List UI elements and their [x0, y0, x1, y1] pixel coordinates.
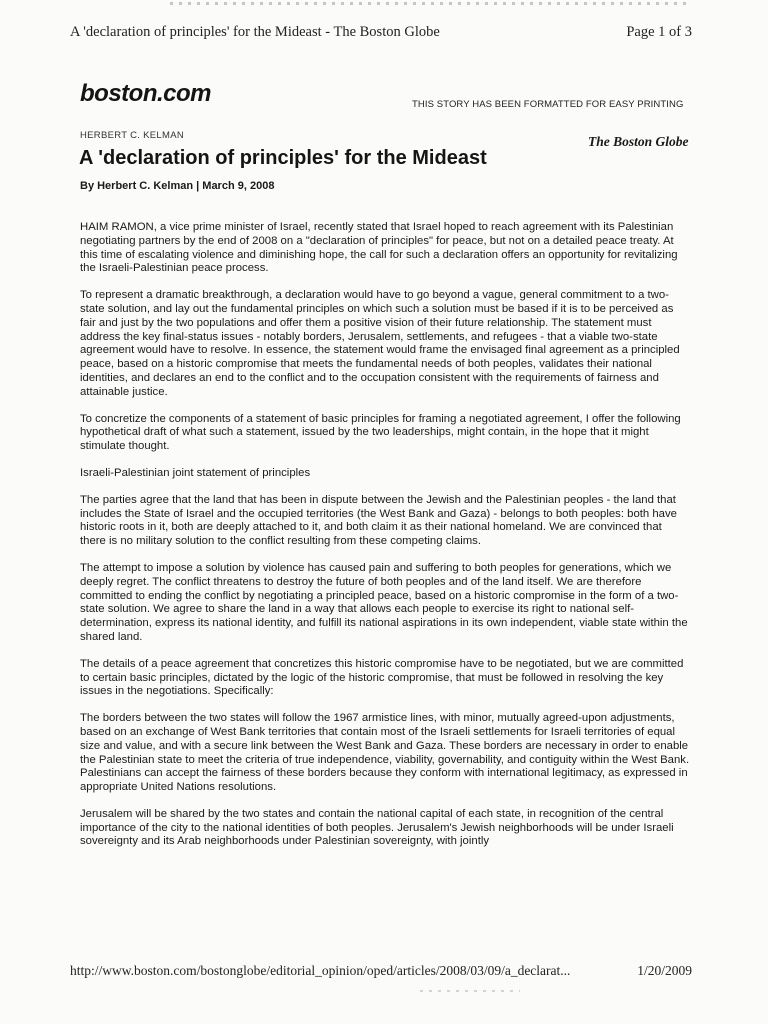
print-header: [70, 24, 692, 41]
print-header-page: Page 1 of 3: [626, 24, 692, 40]
print-footer-url[interactable]: http://www.boston.com/bostonglobe/editorial_opinion/oped/articles/2008/03/09/a_declarat...: [70, 963, 571, 978]
boston-globe-logo: The Boston Globe: [588, 134, 689, 149]
section-subheading: Israeli-Palestinian joint statement of principles: [80, 466, 311, 479]
article-body: [80, 221, 690, 862]
print-footer-date: 1/20/2009: [637, 963, 692, 978]
print-footer: [70, 963, 692, 979]
boston-com-logo[interactable]: boston.com: [80, 80, 211, 107]
article-paragraph: The parties agree that the land that has been in dispute between the Jewish and the Palestinian peoples - the land that includes the State of Israel and the occupied territories (the West Bank and Gaza) - belongs to both peoples: both have historic roots in it, both are deeply attached to it, and both claim it as their national homeland. We are convinced that there is no military solution to the conflict resulting from these competing claims.: [80, 493, 677, 548]
scan-artifact-top: [170, 2, 690, 5]
article-paragraph: Jerusalem will be shared by the two states and contain the national capital of each state, in recognition of the central importance of the city to the national identities of both peoples. Jerusalem's Jewish neighborhoods will be under Israeli sovereignty and its Arab neighborhoods under Palestinian sovereignty, with jointly: [80, 807, 674, 848]
author-kicker: HERBERT C. KELMAN: [80, 130, 184, 141]
article-headline: A 'declaration of principles' for the Mideast: [79, 147, 487, 169]
article-paragraph: HAIM RAMON, a vice prime minister of Israel, recently stated that Israel hoped to reach agreement with its Palestinian negotiating partners by the end of 2008 on a "declaration of principles" for peace, but not on a detailed peace treaty. At this time of escalating violence and diminishing hope, the call for such a declaration offers an opportunity for revitalizing the Israeli-Palestinian peace process.: [80, 221, 678, 275]
article-paragraph: The details of a peace agreement that concretizes this historic compromise have to be negotiated, but we are committed to certain basic principles, dictated by the logic of the historic compromise, that must be followed in resolving the key issues in the negotiations. Specifically:: [80, 657, 684, 698]
formatted-for-printing-note: THIS STORY HAS BEEN FORMATTED FOR EASY PRINTING: [412, 99, 684, 110]
article-paragraph: To concretize the components of a statement of basic principles for framing a negotiated agreement, I offer the following hypothetical draft of what such a statement, issued by the two leaderships, might contain, in the hope that it might stimulate thought.: [80, 412, 681, 453]
article-paragraph: The borders between the two states will follow the 1967 armistice lines, with minor, mutually agreed-upon adjustments, based on an exchange of West Bank territories that contain most of the Israeli settlements for Israeli territories of equal size and value, and with a secure link between the West Bank and Gaza. These borders are necessary in order to enable the Palestinian state to meet the criteria of true independence, viability, governability, and contiguity within the West Bank. Palestinians can accept the fairness of these borders because they conform with international legitimacy, as expressed in appropriate United Nations resolutions.: [80, 712, 690, 794]
article-byline: By Herbert C. Kelman | March 9, 2008: [80, 180, 275, 192]
article-paragraph: To represent a dramatic breakthrough, a declaration would have to go beyond a vague, general commitment to a two-state solution, and lay out the fundamental principles on which such a solution must be based if it is to be perceived as fair and just by the two populations and offer them a positive vision of their future relationship. The statement must address the key final-status issues - notably borders, Jerusalem, settlements, and refugees - that a viable two-state agreement would have to resolve. In essence, the statement would frame the envisaged final agreement as a principled peace, based on a historic compromise that meets the fundamental needs of both peoples, validates their national identities, and declares an end to the conflict and to the occupation consistent with the requirements of fairness and attainable justice.: [80, 289, 680, 398]
scan-artifact-bottom: [420, 990, 520, 992]
print-header-title: A 'declaration of principles' for the Mideast - The Boston Globe: [70, 24, 440, 40]
article-paragraph: The attempt to impose a solution by violence has caused pain and suffering to both peoples for generations, which we deeply regret. The conflict threatens to destroy the future of both peoples and of the land itself. We are therefore committed to ending the conflict by negotiating a principled peace, based on a historic compromise in the form of a two-state solution. We agree to share the land in a way that allows each people to exercise its right to national self-determination, express its national identity, and fulfill its national aspirations in its own independent, viable state within the shared land.: [80, 561, 688, 643]
